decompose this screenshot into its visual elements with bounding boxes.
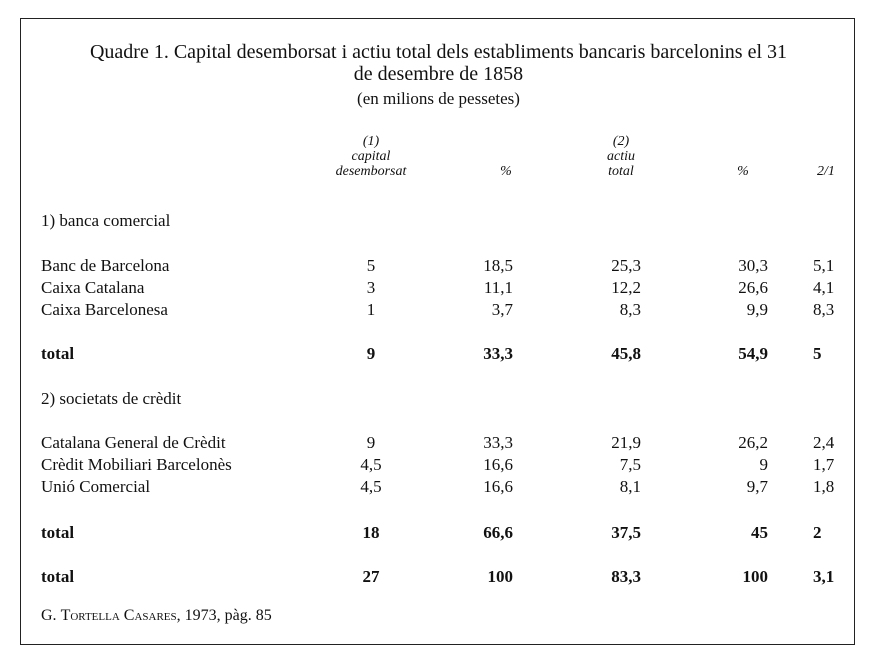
row-name: Caixa Catalana: [41, 278, 145, 297]
cell-ratio: 3,1: [813, 567, 835, 586]
cell-pct1: 11,1: [483, 278, 513, 297]
cell-capital: 9: [366, 433, 376, 452]
cell-capital: 9: [366, 344, 376, 363]
cell-actiu: 7,5: [619, 455, 641, 474]
cell-pct1: 16,6: [483, 477, 513, 496]
title-line-1: Quadre 1. Capital desemborsat i actiu total dels establiments bancaris barcelonins el 31: [89, 41, 787, 63]
cell-capital: 27: [362, 567, 380, 586]
row-name: Banc de Barcelona: [41, 256, 170, 275]
cell-capital: 3: [366, 278, 376, 297]
cell-pct2: 9,7: [746, 477, 768, 496]
header-pct2: %: [737, 164, 749, 179]
header-ratio: 2/1: [817, 164, 835, 179]
cell-pct2: 30,3: [738, 256, 768, 275]
cell-capital: 1: [366, 300, 376, 319]
cell-pct2: 9,9: [746, 300, 768, 319]
header-capital: [321, 134, 421, 179]
cell-pct2: 26,2: [738, 433, 768, 452]
source-author: Tortella Casares: [60, 607, 177, 624]
cell-pct2: 9: [759, 455, 768, 474]
cell-actiu: 25,3: [611, 256, 641, 275]
cell-ratio: 1,8: [813, 477, 835, 496]
row-name: total: [41, 344, 75, 363]
cell-ratio: 8,3: [813, 300, 835, 319]
row-name: total: [41, 523, 75, 542]
row-name: Crèdit Mobiliari Barcelonès: [41, 455, 232, 474]
cell-pct2: 54,9: [738, 344, 768, 363]
cell-pct1: 100: [487, 567, 513, 586]
header-actiu-line2: total: [608, 164, 634, 179]
cell-ratio: 5: [813, 344, 822, 363]
source-note: [41, 607, 272, 625]
cell-pct2: 45: [751, 523, 768, 542]
header-actiu-line1: actiu: [607, 149, 635, 164]
cell-ratio: 4,1: [813, 278, 835, 297]
cell-ratio: 2,4: [813, 433, 835, 452]
source-prefix: G.: [41, 607, 61, 624]
cell-capital: 4,5: [360, 455, 382, 474]
cell-actiu: 8,3: [619, 300, 641, 319]
cell-ratio: 5,1: [813, 256, 835, 275]
header-capital-num: (1): [362, 134, 380, 149]
section-heading: 2) societats de crèdit: [41, 389, 182, 408]
cell-actiu: 37,5: [611, 523, 641, 542]
cell-actiu: 45,8: [611, 344, 641, 363]
cell-pct1: 18,5: [483, 256, 513, 275]
cell-capital: 5: [366, 256, 376, 275]
cell-pct2: 100: [742, 567, 768, 586]
cell-actiu: 21,9: [611, 433, 641, 452]
header-capital-line1: capital: [351, 149, 391, 164]
row-name: Caixa Barcelonesa: [41, 300, 168, 319]
row-name: total: [41, 567, 75, 586]
cell-capital: 18: [362, 523, 380, 542]
cell-ratio: 1,7: [813, 455, 835, 474]
header-capital-line2: desemborsat: [335, 164, 407, 179]
cell-pct2: 26,6: [738, 278, 768, 297]
source-suffix: , 1973, pàg. 85: [176, 607, 272, 624]
header-pct1: %: [500, 164, 512, 179]
row-name: Unió Comercial: [41, 477, 151, 496]
cell-pct1: 66,6: [483, 523, 513, 542]
row-name: Catalana General de Crèdit: [41, 433, 226, 452]
header-actiu-num: (2): [612, 134, 630, 149]
header-actiu: [586, 134, 656, 179]
cell-pct1: 33,3: [483, 433, 513, 452]
cell-ratio: 2: [813, 523, 822, 542]
cell-pct1: 33,3: [483, 344, 513, 363]
cell-actiu: 12,2: [611, 278, 641, 297]
table-frame: [20, 18, 855, 645]
cell-actiu: 8,1: [619, 477, 641, 496]
table-subtitle: (en milions de pessetes): [357, 89, 520, 108]
cell-capital: 4,5: [360, 477, 382, 496]
table-title: [21, 41, 856, 85]
title-line-2: de desembre de 1858: [353, 63, 524, 85]
section-heading: 1) banca comercial: [41, 211, 171, 230]
cell-pct1: 16,6: [483, 455, 513, 474]
cell-actiu: 83,3: [611, 567, 641, 586]
cell-pct1: 3,7: [491, 300, 513, 319]
